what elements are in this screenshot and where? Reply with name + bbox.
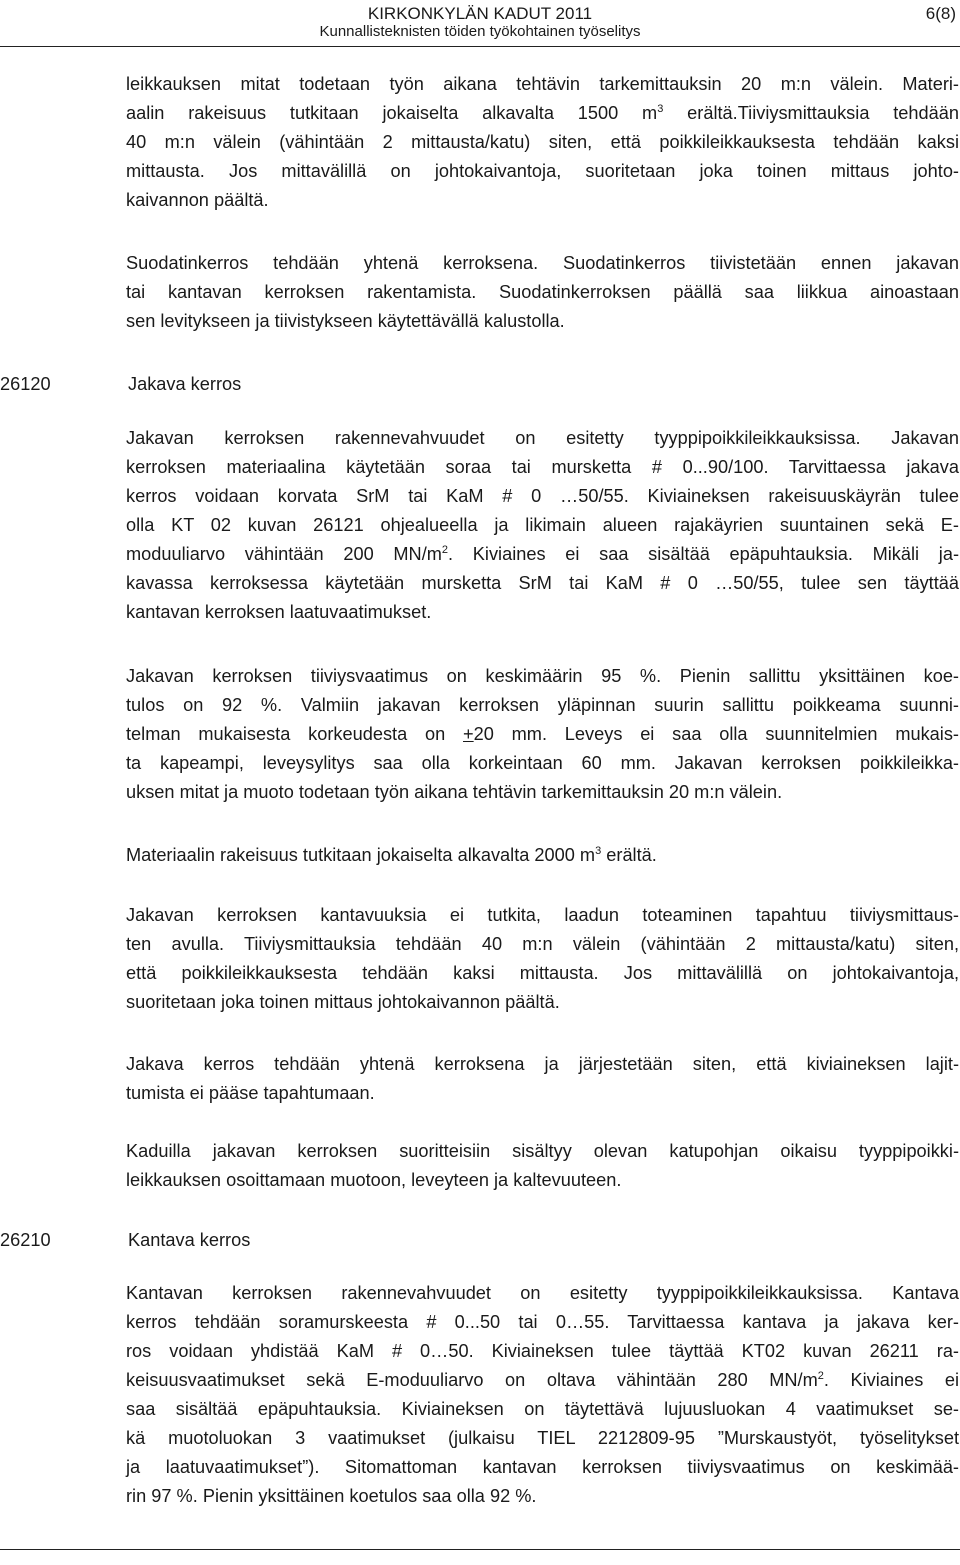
text-run: Materiaalin rakeisuus tutkitaan jokaiselta alkavalta 2000 m (126, 845, 596, 865)
footer-rule (0, 1549, 960, 1550)
text-line: tai kantavan kerroksen rakentamista. Suodatinkerroksen päällä saa liikkua ainoastaan (126, 282, 959, 302)
text-line: leikkauksen osoittamaan muotoon, leveyteen ja kaltevuuteen. (126, 1170, 622, 1190)
text-line: tumista ei pääse tapahtumaan. (126, 1083, 375, 1103)
text-line: ja laatuvaatimukset”). Sitomattoman kantavan kerroksen tiiviysvaatimus on keskimää- (126, 1457, 959, 1477)
text-line: suoritetaan joka toinen mittaus johtokaivannon päältä. (126, 992, 560, 1012)
header-rule (0, 46, 960, 47)
section-number: 26210 (0, 1230, 51, 1250)
superscript: 2 (817, 1370, 824, 1382)
text-line: ta kapeampi, leveysylitys saa olla korkeintaan 60 mm. Jakavan kerroksen poikkileikka- (126, 753, 959, 773)
text-line: Jakavan kerroksen kantavuuksia ei tutkita, laadun toteaminen tapahtuu tiiviysmittaus- (126, 905, 959, 925)
section-number: 26120 (0, 374, 51, 394)
superscript: 2 (441, 544, 449, 556)
text-line: mittausta. Jos mittavälillä on johtokaivantoja, suoritetaan joka toinen mittaus johto- (126, 161, 959, 181)
text-line: kerros tehdään soramurskeesta # 0...50 tai 0…55. Tarvittaessa kantava ja jakava ker- (126, 1312, 959, 1332)
text-line: 40 m:n välein (vähintään 2 mittausta/katu) siten, että poikkileikkauksesta tehdään kaksi (126, 132, 959, 152)
superscript: 3 (595, 845, 602, 857)
text-line (126, 841, 959, 870)
text-line: Jakava kerros tehdään yhtenä kerroksena ja järjestetään siten, että kiviaineksen lajit- (126, 1054, 959, 1074)
paragraph-jakava-street-correction (126, 1137, 959, 1195)
paragraph-jakava-bearing (126, 901, 959, 1017)
superscript: 3 (657, 103, 664, 115)
text-run: . Kiviaines ei (823, 1370, 959, 1390)
document-title: KIRKONKYLÄN KADUT 2011 (367, 4, 593, 23)
text-line: tulos on 92 %. Valmiin jakavan kerroksen yläpinnan suurin sallittu poikkeama suunni- (126, 695, 959, 715)
text-run: erältä. (601, 845, 657, 865)
paragraph-kantava-materials (126, 1279, 959, 1511)
paragraph-jakava-materials (126, 424, 959, 627)
text-line: Suodatinkerros tehdään yhtenä kerroksena. Suodatinkerros tiivistetään ennen jakavan (126, 253, 959, 273)
paragraph-jakava-compaction (126, 662, 959, 807)
text-line: kerroksen materiaalina käytetään soraa tai mursketta # 0...90/100. Tarvittaessa jakava (126, 457, 959, 477)
paragraph-suodatinkerros-measurements (126, 70, 959, 215)
section-title: Jakava kerros (128, 374, 242, 394)
text-line: saa sisältää epäpuhtauksia. Kiviaineksen on täytettävä lujuusluokan 4 vaatimukset se- (126, 1399, 959, 1419)
paragraph-jakava-grading (126, 841, 959, 870)
text-line: ros voidaan yhdistää KaM # 0…50. Kiviaineksen tulee täyttää KT02 kuvan 26211 ra- (126, 1341, 959, 1361)
text-line: kaivannon päältä. (126, 190, 269, 210)
text-line: rin 97 %. Pienin yksittäinen koetulos saa olla 92 %. (126, 1486, 537, 1506)
plus-minus-sign: + (463, 724, 474, 744)
text-line: Jakavan kerroksen rakennevahvuudet on esitetty tyyppipoikkileikkauksissa. Jakavan (126, 428, 959, 448)
text-run: 20 mm. Leveys ei saa olla suunnitelmien mukais- (473, 724, 959, 744)
text-line: Kaduilla jakavan kerroksen suoritteisiin sisältyy olevan katupohjan oikaisu tyyppipoikki- (126, 1141, 959, 1161)
text-line: sen levitykseen ja tiivistykseen käytettävällä kalustolla. (126, 311, 565, 331)
text-line: kantavan kerroksen laatuvaatimukset. (126, 602, 432, 622)
text-run: telman mukaisesta korkeudesta on (126, 724, 464, 744)
text-run: moduuliarvo vähintään 200 MN/m (126, 544, 442, 564)
paragraph-suodatinkerros-construction (126, 249, 959, 336)
text-line: että poikkileikkauksesta tehdään kaksi mittausta. Jos mittavälillä on johtokaivantoja, (126, 963, 959, 983)
text-line: ten avulla. Tiiviysmittauksia tehdään 40 m:n välein (vähintään 2 mittausta/katu) siten, (126, 934, 959, 954)
text-line: leikkauksen mitat todetaan työn aikana tehtävin tarkemittauksin 20 m:n välein. Materi- (126, 74, 959, 94)
paragraph-jakava-layering (126, 1050, 959, 1108)
section-title: Kantava kerros (128, 1230, 251, 1250)
text-line: Jakavan kerroksen tiiviysvaatimus on keskimäärin 95 %. Pienin sallittu yksittäinen koe- (126, 666, 959, 686)
page-number: 6(8) (925, 4, 956, 23)
text-line (126, 720, 959, 749)
text-line (126, 540, 959, 569)
text-line: kavassa kerroksessa käytetään mursketta SrM tai KaM # 0 …50/55, tulee sen täyttää (126, 573, 959, 593)
text-run: erältä.Tiiviysmittauksia tehdään (663, 103, 960, 123)
text-line (126, 1366, 959, 1395)
text-line (126, 99, 959, 128)
text-line: kerros voidaan korvata SrM tai KaM # 0 …50/55. Kiviaineksen rakeisuuskäyrän tulee (126, 486, 959, 506)
text-run: aalin rakeisuus tutkitaan jokaiselta alkavalta 1500 m (126, 103, 658, 123)
text-line: olla KT 02 kuvan 26121 ohjealueella ja likimain alueen rajakäyrien suuntainen sekä E- (126, 515, 959, 535)
text-line: Kantavan kerroksen rakennevahvuudet on esitetty tyyppipoikkileikkauksissa. Kantava (126, 1283, 959, 1303)
text-line: kä muotoluokan 3 vaatimukset (julkaisu TIEL 2212809-95 ”Murskaustyöt, työselitykset (126, 1428, 959, 1448)
text-run: . Kiviaines ei saa sisältää epäpuhtauksia. Mikäli ja- (448, 544, 960, 564)
text-run: keisuusvaatimukset sekä E-moduuliarvo on oltava vähintään 280 MN/m (126, 1370, 818, 1390)
text-line: uksen mitat ja muoto todetaan työn aikana tehtävin tarkemittauksin 20 m:n välein. (126, 782, 783, 802)
document-subtitle: Kunnallisteknisten töiden työkohtainen työselitys (319, 23, 641, 40)
